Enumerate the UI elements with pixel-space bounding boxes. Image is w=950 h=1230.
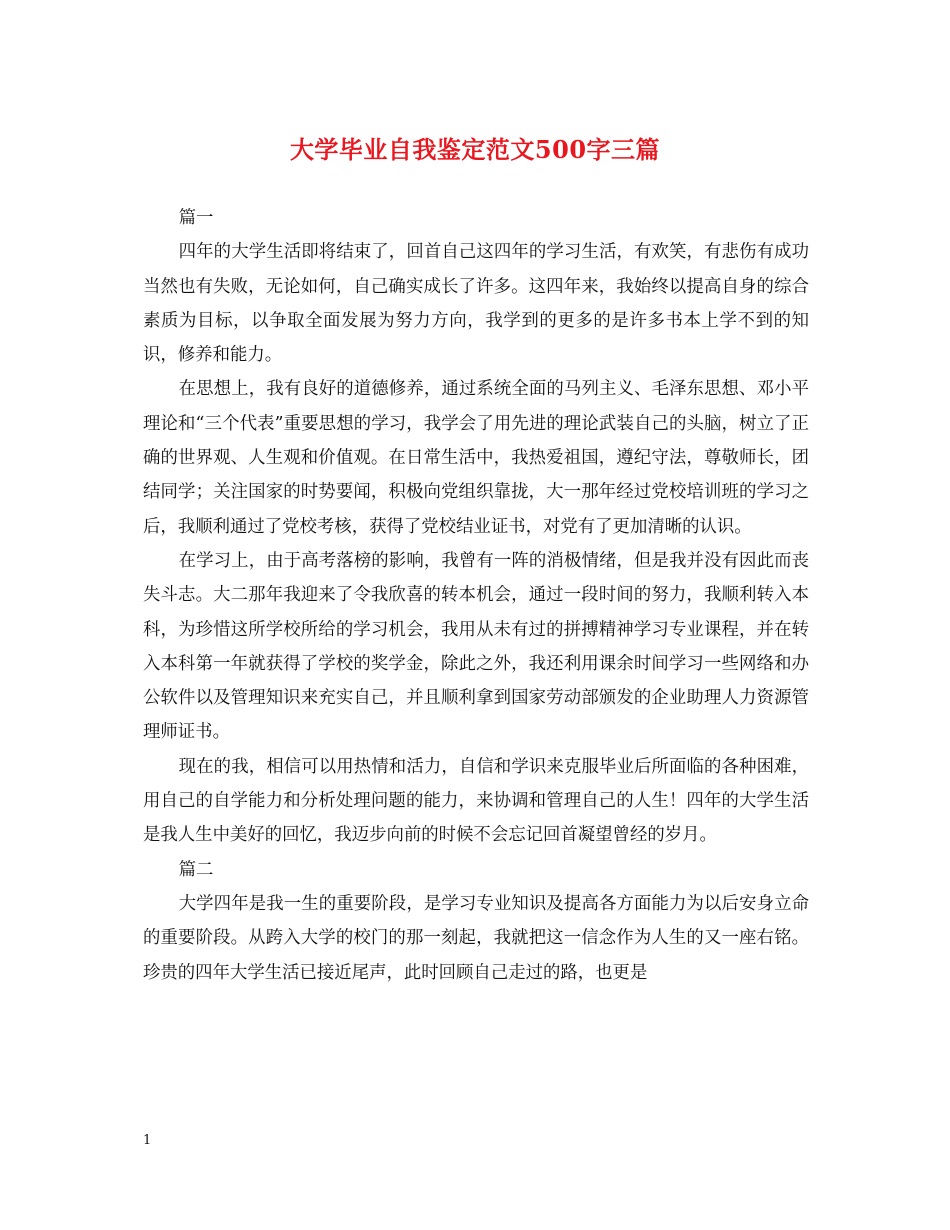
section-heading: 篇一 (178, 208, 214, 228)
document-body (143, 201, 809, 990)
document-title: 大学毕业自我鉴定范文500字三篇 (289, 135, 661, 164)
paragraph: 现在的我，相信可以用热情和活力，自信和学识来克服毕业后所面临的各种困难，用自己的自学能力和分析处理问题的能力，来协调和管理自己的人生！四年的大学生活是我人生中美好的回忆，我迈步向前的时候不会忘记回首凝望曾经的岁月。 (143, 756, 809, 846)
section-heading: 篇二 (178, 859, 214, 880)
page-number: 1 (143, 1133, 152, 1148)
paragraph: 在思想上，我有良好的道德修养，通过系统全面的马列主义、毛泽东思想、邓小平理论和“三个代表”重要思想的学习，我学会了用先进的理论武装自己的头脑，树立了正确的世界观、人生观和价值观。在日常生活中，我热爱祖国，遵纪守法，尊敬师长，团结同学；关注国家的时势要闻，积极向党组织靠拢，大一那年经过党校培训班的学习之后，我顺利通过了党校考核，获得了党校结业证书，对党有了更加清晰的认识。 (143, 379, 809, 537)
paragraph: 在学习上，由于高考落榜的影响，我曾有一阵的消极情绪，但是我并没有因此而丧失斗志。大二那年我迎来了令我欣喜的转本机会，通过一段时间的努力，我顺利转入本科，为珍惜这所学校所给的学习机会，我用从未有过的拼搏精神学习专业课程，并在转入本科第一年就获得了学校的奖学金，除此之外，我还利用课余时间学习一些网络和办公软件以及管理知识来充实自己，并且顺利拿到国家劳动部颁发的企业助理人力资源管理师证书。 (143, 550, 809, 743)
paragraph: 大学四年是我一生的重要阶段，是学习专业知识及提高各方面能力为以后安身立命的重要阶段。从跨入大学的校门的那一刻起，我就把这一信念作为人生的又一座右铭。珍贵的四年大学生活已接近尾声，此时回顾自己走过的路，也更是 (143, 893, 809, 983)
paragraph: 四年的大学生活即将结束了，回首自己这四年的学习生活，有欢笑，有悲伤有成功当然也有失败，无论如何，自己确实成长了许多。这四年来，我始终以提高自身的综合素质为目标，以争取全面发展为努力方向，我学到的更多的是许多书本上学不到的知识，修养和能力。 (143, 242, 809, 366)
